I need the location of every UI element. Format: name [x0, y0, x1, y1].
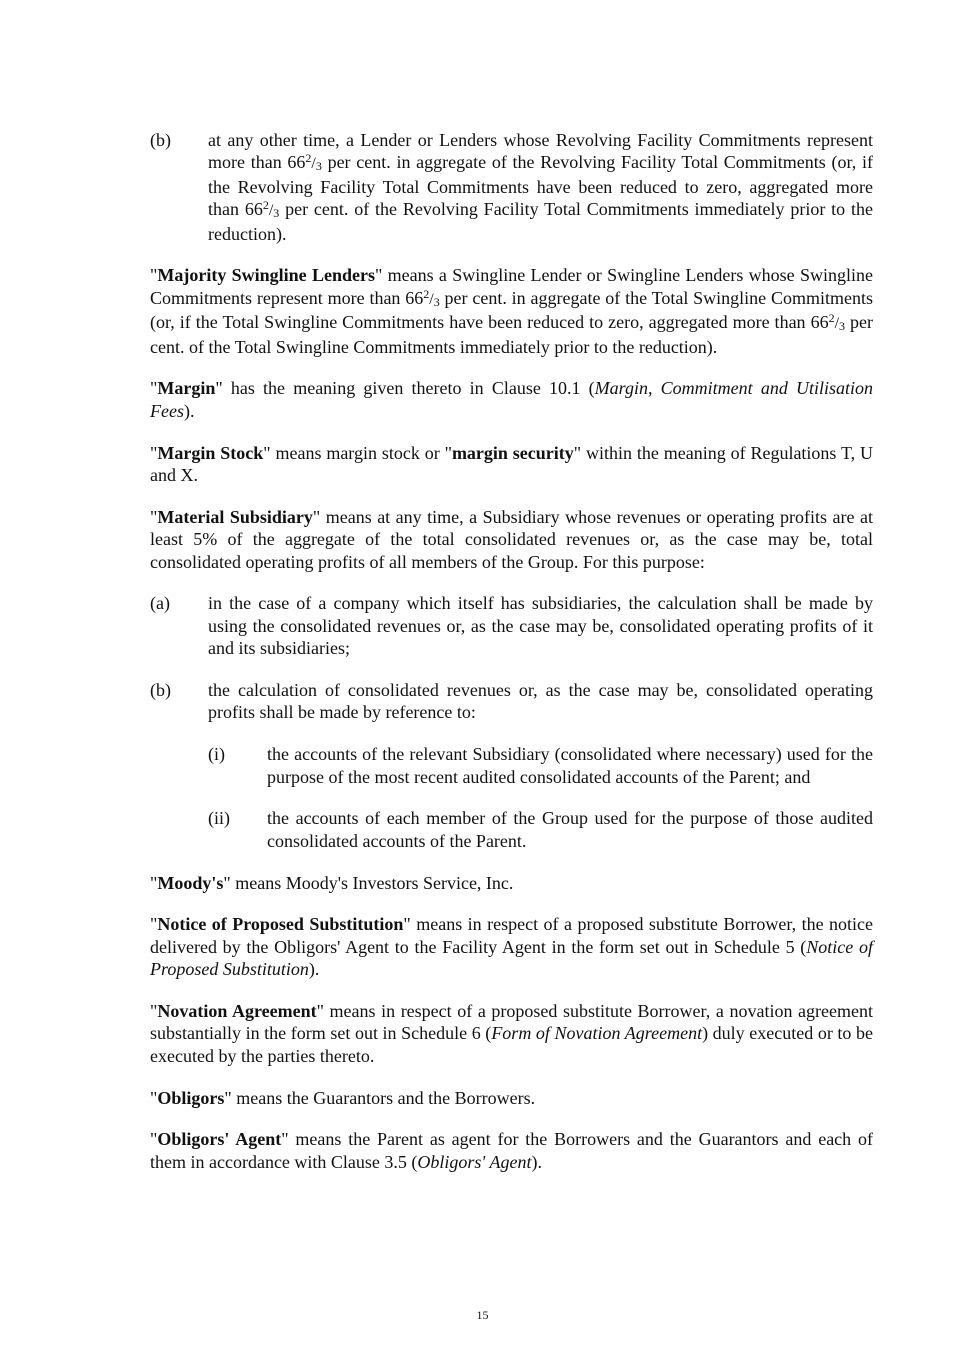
definition-obligors: "Obligors" means the Guarantors and the Borrowers.: [150, 1087, 536, 1108]
defined-term: Obligors: [157, 1087, 225, 1108]
clause-reference: Notice of Proposed Substitution: [150, 936, 873, 980]
clause-label: (b): [150, 130, 171, 150]
page-number: 15: [476, 1308, 489, 1322]
fraction: $66^2/_3$: [405, 286, 440, 309]
material-subsidiary-clause-a: (a) in the case of a company which itself has subsidiaries, the calculation shall be made by using the consolidated revenues or, as the case may be, consolidated operating profits of it and its subsidiaries;: [150, 593, 873, 659]
clause-reference: Form of Novation Agreement: [491, 1023, 703, 1044]
clause-reference: Obligors' Agent: [417, 1151, 532, 1172]
clause-label: (i): [208, 744, 225, 765]
definition-majority-swingline-lenders: "Majority Swingline Lenders" means a Swingline Lender or Swingline Lenders whose Swingline Commitments represent more than $66^2/_3$ per cent. in aggregate of the Total Swingline Commitments (or, if the Total Swingline Commitments have been reduced to zero, aggregated more than $66^2/_3$ per cent. of the Total Swingline Commitments immediately prior to the reduction).: [150, 265, 874, 357]
definition-margin-stock: "Margin Stock" means margin stock or "margin security" within the meaning of Regulations T, U and X.: [150, 442, 874, 486]
defined-term: Novation Agreement: [157, 1001, 317, 1022]
defined-term: Notice of Proposed Substitution: [157, 914, 404, 935]
defined-term: Margin: [157, 378, 216, 399]
clause-label: (b): [150, 680, 171, 701]
fraction: $66^2/_3$: [810, 311, 846, 334]
clause-reference: Margin, Commitment and Utilisation Fees: [150, 378, 873, 421]
definition-clause-b: (b) at any other time, a Lender or Lenders whose Revolving Facility Commitments represent more than $66^2/_3$ per cent. in aggregate of the Revolving Facility Total Commitments (or, if the Revolving Facility Total Commitments have been reduced to zero, aggregated more than $66^2/_3$ per cent. of the Revolving Facility Total Commitments immediately prior to the reduction).: [150, 130, 873, 244]
definition-margin: "Margin" has the meaning given thereto in Clause 10.1 (Margin, Commitment and Utilisation Fees).: [150, 378, 873, 421]
material-subsidiary-subclause-ii: (ii) the accounts of each member of the Group used for the purpose of those audited consolidated accounts of the Parent.: [208, 808, 873, 851]
defined-term: Obligors' Agent: [157, 1129, 282, 1150]
definition-obligors-agent: "Obligors' Agent" means the Parent as agent for the Borrowers and the Guarantors and each of them in accordance with Clause 3.5 (Obligors' Agent).: [150, 1129, 873, 1172]
definition-moodys: "Moody's" means Moody's Investors Service, Inc.: [150, 872, 514, 893]
material-subsidiary-clause-b: (b) the calculation of consolidated revenues or, as the case may be, consolidated operating profits shall be made by reference to:: [150, 680, 873, 723]
material-subsidiary-subclause-i: (i) the accounts of the relevant Subsidiary (consolidated where necessary) used for the purpose of the most recent audited consolidated accounts of the Parent; and: [208, 744, 873, 787]
clause-label: (ii): [208, 808, 230, 829]
document-body: [150, 129, 873, 1193]
clause-label: (a): [150, 593, 170, 614]
defined-term: Moody's: [157, 872, 224, 893]
definition-notice-of-proposed-substitution: "Notice of Proposed Substitution" means in respect of a proposed substitute Borrower, the notice delivered by the Obligors' Agent to the Facility Agent in the form set out in Schedule 5 (Notice of Proposed Substitution).: [150, 914, 874, 980]
defined-term: Margin Stock: [157, 442, 264, 463]
fraction: $66^2/_3$: [287, 151, 322, 174]
defined-term: Material Subsidiary: [157, 506, 313, 527]
defined-term: Majority Swingline Lenders: [157, 265, 375, 286]
fraction: $66^2/_3$: [244, 198, 280, 221]
definition-material-subsidiary: "Material Subsidiary" means at any time, a Subsidiary whose revenues or operating profits are at least 5% of the aggregate of the total consolidated revenues or, as the case may be, total consolidated operating profits of all members of the Group. For this purpose:: [150, 506, 873, 572]
defined-term: margin security: [451, 442, 574, 463]
definition-novation-agreement: "Novation Agreement" means in respect of a proposed substitute Borrower, a novation agreement substantially in the form set out in Schedule 6 (Form of Novation Agreement) duly executed or to be executed by the parties thereto.: [150, 1001, 873, 1066]
